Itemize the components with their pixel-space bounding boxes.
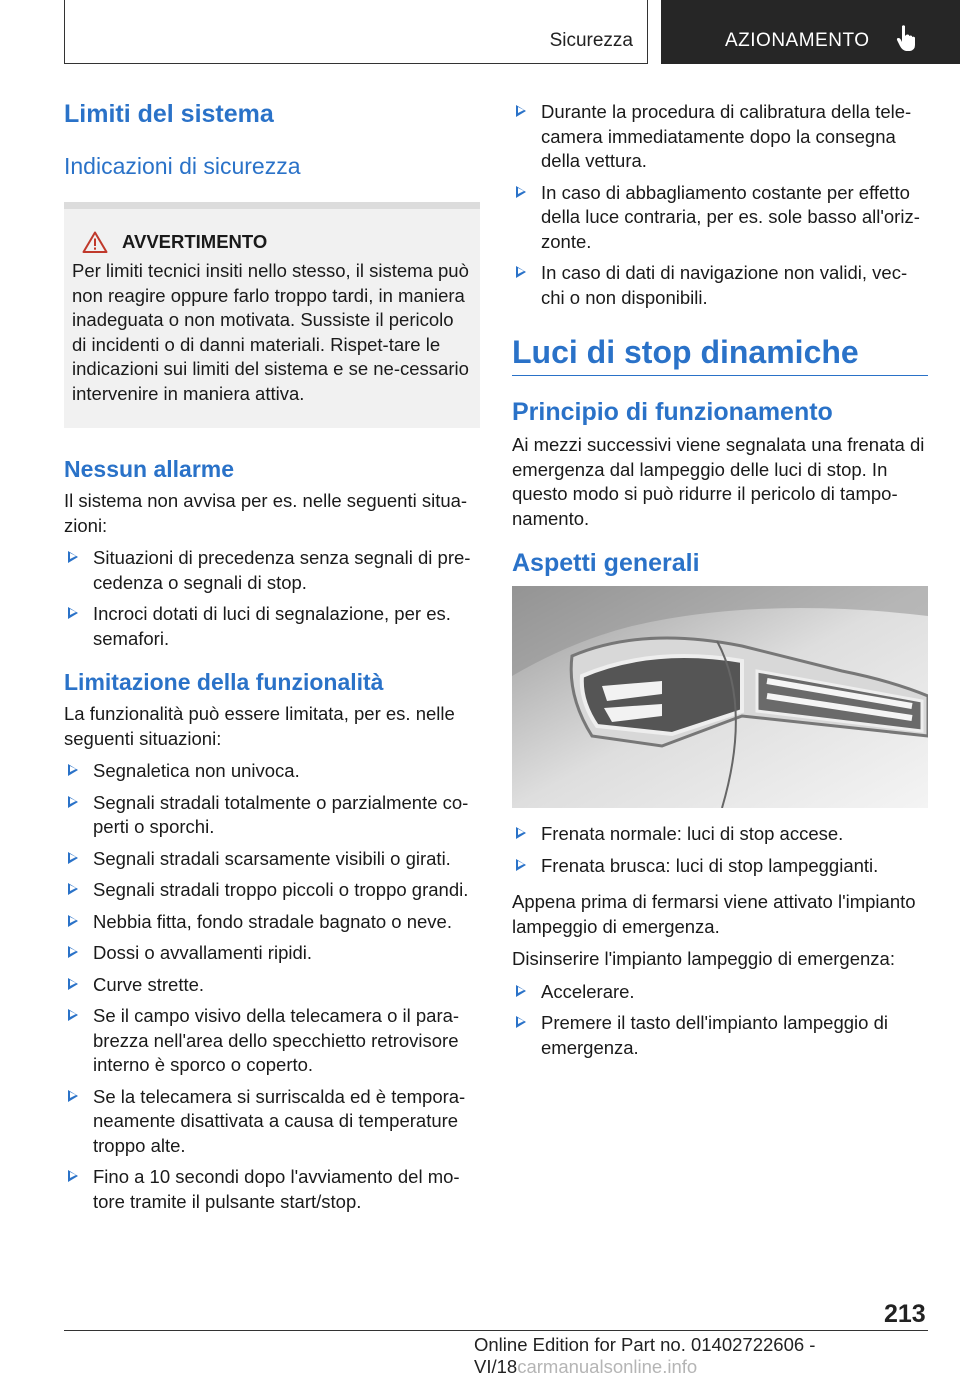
list-item: Frenata normale: luci di stop accese. (512, 822, 928, 847)
footer-edition-text: Online Edition for Part no. 01402722606 - VI/18 (474, 1334, 816, 1377)
bullet-triangle-icon (68, 883, 78, 895)
list-item: Durante la procedura di calibratura della tele-camera immediatamente dopo la consegna della vettura. (512, 100, 928, 174)
general-para-2: Disinserire l'impianto lampeggio di emergenza: (512, 948, 895, 969)
heading-principle: Principio di funzionamento (512, 398, 833, 426)
bullet-triangle-icon (68, 607, 78, 619)
hand-pointer-icon (896, 24, 918, 52)
list-item: Incroci dotati di luci di segnalazione, per es. semafori. (64, 602, 480, 651)
list-item: Segnali stradali troppo piccoli o troppo grandi. (64, 878, 480, 903)
list-item: In caso di dati di navigazione non validi, vec-chi o non disponibili. (512, 261, 928, 310)
section-principle (512, 398, 928, 531)
bullet-triangle-icon (68, 764, 78, 776)
warning-text: Per limiti tecnici insiti nello stesso, il sistema può non reagire oppure farlo troppo tardi, in maniera inadeguata o non motivata. Sussiste il pericolo di incidenti o di danni materiali. Rispet-tare le indicazioni sui limiti del sistema e se ne-cessario intervenire in maniera attiva. (72, 260, 469, 404)
bullet-triangle-icon (68, 946, 78, 958)
bullet-triangle-icon (68, 1009, 78, 1021)
list-item: Segnaletica non univoca. (64, 759, 480, 784)
list-item: Curve strette. (64, 973, 480, 998)
limitation-list (64, 759, 480, 1214)
no-alarm-list (64, 546, 480, 651)
bullet-triangle-icon (68, 551, 78, 563)
header-chapter-box (661, 0, 960, 64)
bullet-triangle-icon (68, 1170, 78, 1182)
subtitle: Indicazioni di sicurezza (64, 153, 301, 179)
list-item: Premere il tasto dell'impianto lampeggio di emergenza. (512, 1011, 928, 1060)
bullet-triangle-icon (68, 915, 78, 927)
bullet-triangle-icon (68, 852, 78, 864)
list-item: Fino a 10 secondi dopo l'avviamento del mo-tore tramite il pulsante start/stop. (64, 1165, 480, 1214)
general-list (512, 822, 928, 878)
warning-title-row (72, 231, 472, 253)
bullet-triangle-icon (516, 266, 526, 278)
header-section-box (64, 0, 648, 64)
heading-no-alarm: Nessun allarme (64, 456, 235, 482)
list-item: In caso di abbagliamento costante per effetto della luce contraria, per es. sole basso all'oriz-zonte. (512, 181, 928, 255)
header-chapter-label: AZIONAMENTO (725, 30, 870, 51)
warning-triangle-icon (82, 231, 108, 253)
bullet-triangle-icon (68, 978, 78, 990)
warning-box (64, 202, 480, 428)
footer-rule (64, 1330, 928, 1331)
bullet-triangle-icon (516, 1016, 526, 1028)
list-item: Situazioni di precedenza senza segnali di pre-cedenza o segnali di stop. (64, 546, 480, 595)
right-top-list (512, 100, 928, 310)
list-item: Se il campo visivo della telecamera o il para-brezza nell'area dello specchietto retrovisore interno è sporco o coperto. (64, 1004, 480, 1078)
list-item: Frenata brusca: luci di stop lampeggianti. (512, 854, 928, 879)
left-column (64, 100, 480, 1232)
list-item: Se la telecamera si surriscalda ed è tempora-neamente disattivata a causa di temperature troppo alte. (64, 1085, 480, 1159)
list-item: Dossi o avvallamenti ripidi. (64, 941, 480, 966)
section-no-alarm (64, 456, 480, 651)
main-title-rule (512, 334, 928, 376)
principle-text: Ai mezzi successivi viene segnalata una frenata di emergenza dal lampeggio delle luci di stop. In questo modo si può ridurre il pericolo di tampo-namento. (512, 434, 925, 529)
page-title: Limiti del sistema (64, 100, 274, 128)
page-number: 213 (884, 1300, 926, 1328)
bullet-triangle-icon (516, 105, 526, 117)
limitation-intro: La funzionalità può essere limitata, per es. nelle seguenti situazioni: (64, 703, 455, 749)
main-title: Luci di stop dinamiche (512, 334, 859, 370)
bullet-triangle-icon (516, 186, 526, 198)
heading-limitation: Limitazione della funzionalità (64, 669, 384, 695)
header-section-label: Sicurezza (549, 30, 633, 51)
tail-light-image (512, 586, 928, 808)
bullet-triangle-icon (516, 827, 526, 839)
bullet-triangle-icon (516, 859, 526, 871)
general-list-2 (512, 980, 928, 1061)
no-alarm-intro: Il sistema non avvisa per es. nelle seguenti situa-zioni: (64, 490, 468, 536)
section-limitation (64, 669, 480, 1214)
footer-watermark: carmanualsonline.info (517, 1356, 698, 1377)
bullet-triangle-icon (68, 1090, 78, 1102)
list-item: Nebbia fitta, fondo stradale bagnato o neve. (64, 910, 480, 935)
bullet-triangle-icon (68, 796, 78, 808)
general-para-1: Appena prima di fermarsi viene attivato l'impianto lampeggio di emergenza. (512, 891, 916, 937)
section-general (512, 549, 928, 1060)
heading-general: Aspetti generali (512, 549, 700, 577)
bullet-triangle-icon (516, 985, 526, 997)
list-item: Accelerare. (512, 980, 928, 1005)
list-item: Segnali stradali totalmente o parzialmente co-perti o sporchi. (64, 791, 480, 840)
footer-edition (474, 1334, 960, 1378)
warning-title: AVVERTIMENTO (122, 231, 268, 252)
list-item: Segnali stradali scarsamente visibili o girati. (64, 847, 480, 872)
right-column (512, 100, 928, 1072)
